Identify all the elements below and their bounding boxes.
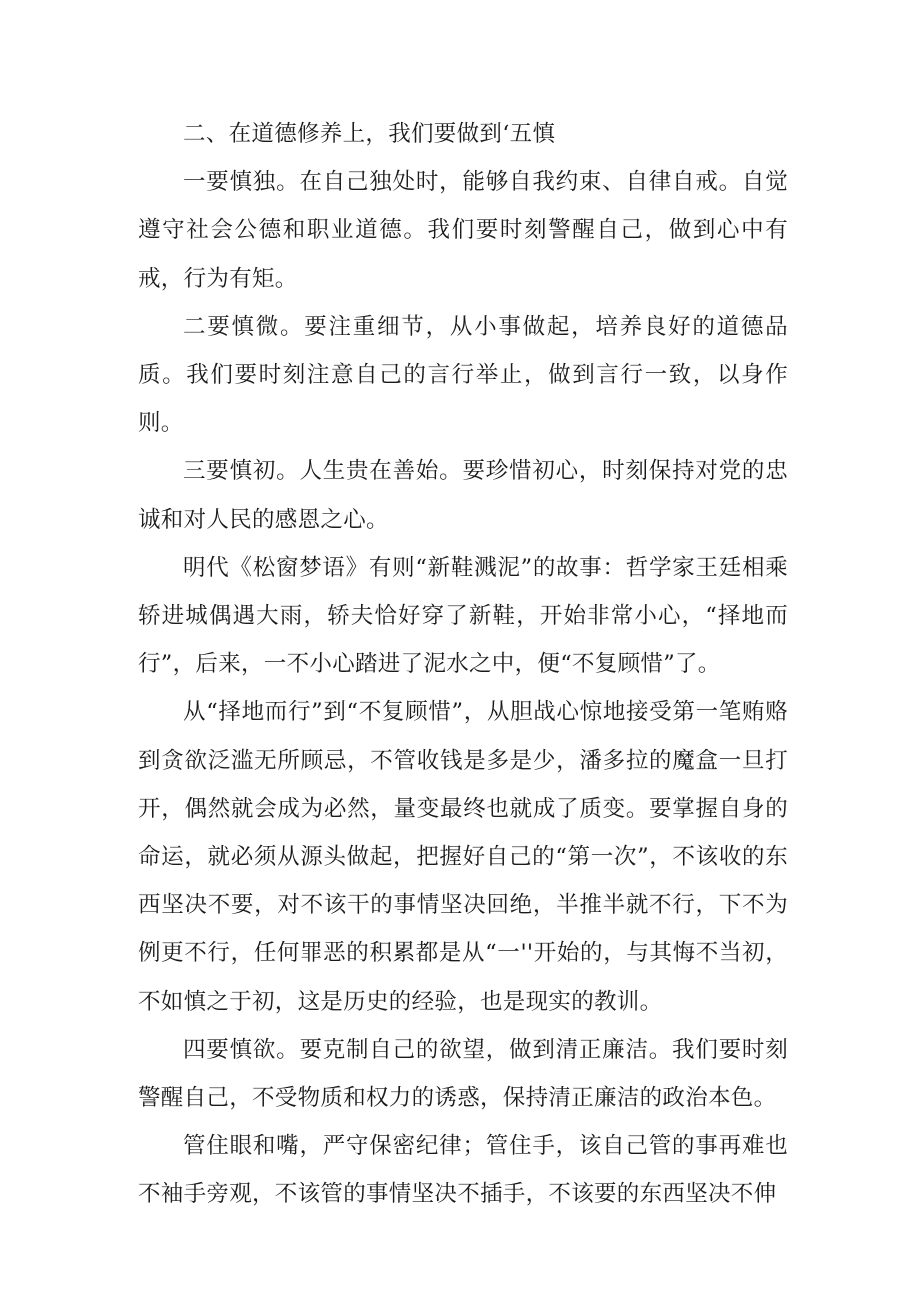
paragraph-shendu: 一要慎独。在自己独处时，能够自我约束、自律自戒。自觉遵守社会公德和职业道德。我们要时刻警醒自己，做到心中有戒，行为有矩。 [138,169,788,292]
paragraph-guanzhu: 管住眼和嘴，严守保密纪律；管住手，该自己管的事再难也不袖手旁观，不该管的事情坚决不插手，不该要的东西坚决不伸 [138,1133,788,1208]
section-heading: 二、在道德修养上，我们要做到‘五慎 [183,121,556,147]
paragraph-shenchu: 三要慎初。人生贵在善始。要珍惜初心，时刻保持对党的忠诚和对人民的感恩之心。 [138,458,788,533]
paragraph-shenwei: 二要慎微。要注重细节，从小事做起，培养良好的道德品质。我们要时刻注意自己的言行举止，做到言行一致，以身作则。 [138,313,788,437]
paragraph-shenyu: 四要慎欲。要克制自己的欲望，做到清正廉洁。我们要时刻警醒自己，不受物质和权力的诱惑，保持清正廉洁的政治本色。 [138,1036,788,1112]
paragraph-reflection: 从“择地而行”到“不复顾惜”，从胆战心惊地接受第一笔贿赂到贪欲泛滥无所顾忌，不管收钱是多是少，潘多拉的魔盒一旦打开，偶然就会成为必然，量变最终也就成了质变。要掌握自身的命运，就必须从源头做起，把握好自己的“第一次”，不该收的东西坚决不要，对不该干的事情坚决回绝，半推半就不行，下不为例更不行，任何罪恶的积累都是从“一''开始的，与其悔不当初，不如慎之于初，这是历史的经验，也是现实的教训。 [138,699,788,1015]
document-body [138,110,788,1219]
paragraph-story: 明代《松窗梦语》有则“新鞋溅泥”的故事：哲学家王廷相乘轿进城偶遇大雨，轿夫恰好穿了新鞋，开始非常小心，“择地而行”，后来，一不小心踏进了泥水之中，便“不复顾惜”了。 [138,554,788,678]
